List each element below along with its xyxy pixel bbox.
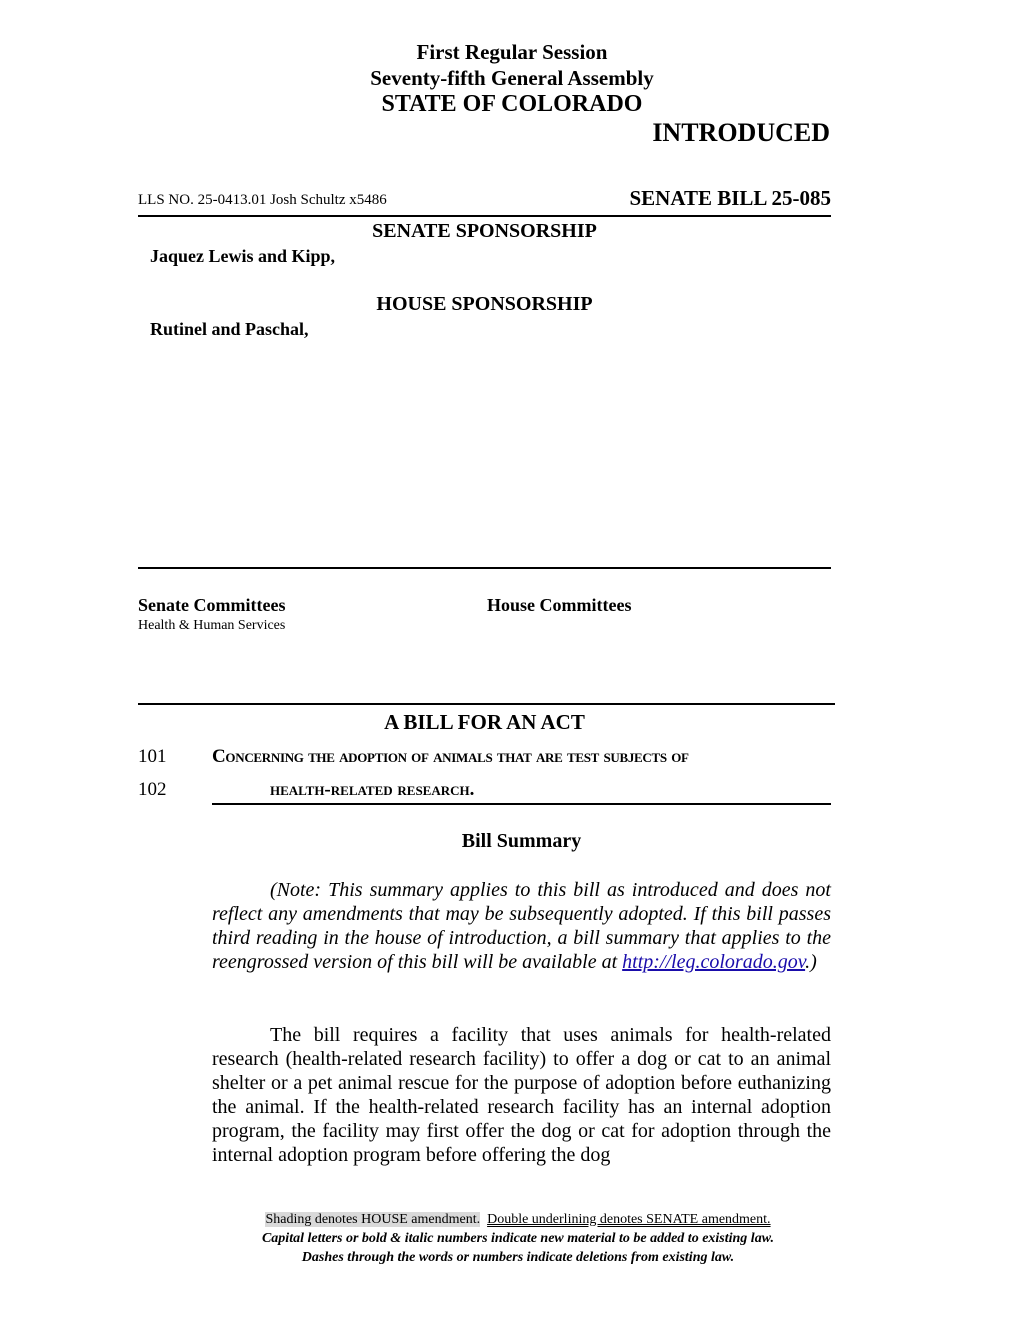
- divider: [138, 703, 835, 705]
- summary-body-text: The bill requires a facility that uses animals for health-related research (health-related research facility) to offer a dog or cat to an animal shelter or a pet animal rescue for the purpose of adoption before euthanizing the animal. If the health-related research facility has an internal adoption program, the facility may first offer the dog or cat for adoption through the internal adoption program before offering the dog: [212, 1024, 831, 1166]
- summary-heading: Bill Summary: [461, 830, 582, 852]
- line-number: 102: [138, 779, 167, 800]
- house-sponsors: Rutinel and Paschal,: [150, 319, 309, 339]
- assembly-title: Seventy-fifth General Assembly: [370, 66, 654, 90]
- footer-new-material-note: Capital letters or bold & italic numbers indicate new material to be added to existing law.: [261, 1231, 775, 1246]
- bill-status: INTRODUCED: [652, 118, 830, 147]
- senate-committees-heading: Senate Committees: [138, 595, 286, 615]
- house-sponsorship-heading: HOUSE SPONSORSHIP: [376, 293, 593, 315]
- footer-amendment-key: [138, 1210, 898, 1229]
- divider: [138, 567, 831, 569]
- lls-number: LLS NO. 25-0413.01 Josh Schultz x5486: [138, 192, 387, 208]
- leg-colorado-link[interactable]: http://leg.colorado.gov: [622, 951, 806, 973]
- session-title: First Regular Session: [416, 40, 608, 64]
- summary-note: [212, 878, 831, 974]
- house-amendment-note: Shading denotes HOUSE amendment.: [265, 1212, 481, 1227]
- summary-note-text: (Note: This summary applies to this bill as introduced and does not reflect any amendments that may be subsequently adopted. If this bill passes third reading in the house of introduction, a bill summary that applies to the reengrossed version of this bill will be available at: [212, 879, 831, 973]
- bill-title-line: Concerning the adoption of animals that are test subjects of: [212, 746, 689, 767]
- senate-sponsors: Jaquez Lewis and Kipp,: [150, 246, 336, 266]
- footer-deletion-note: Dashes through the words or numbers indicate deletions from existing law.: [301, 1250, 735, 1265]
- senate-sponsorship-heading: SENATE SPONSORSHIP: [372, 220, 597, 242]
- summary-note-end: .): [805, 951, 817, 973]
- senate-committees-list: Health & Human Services: [138, 618, 286, 633]
- summary-body: [212, 1023, 831, 1167]
- line-number: 101: [138, 746, 167, 767]
- state-title: STATE OF COLORADO: [381, 91, 643, 117]
- house-committees-heading: House Committees: [487, 595, 632, 615]
- act-heading: A BILL FOR AN ACT: [384, 710, 585, 734]
- divider: [138, 215, 831, 217]
- bill-title-line: health-related research.: [270, 779, 475, 800]
- senate-amendment-note: Double underlining denotes SENATE amendment.: [487, 1212, 771, 1227]
- divider: [212, 803, 831, 805]
- bill-number: SENATE BILL 25-085: [629, 186, 831, 210]
